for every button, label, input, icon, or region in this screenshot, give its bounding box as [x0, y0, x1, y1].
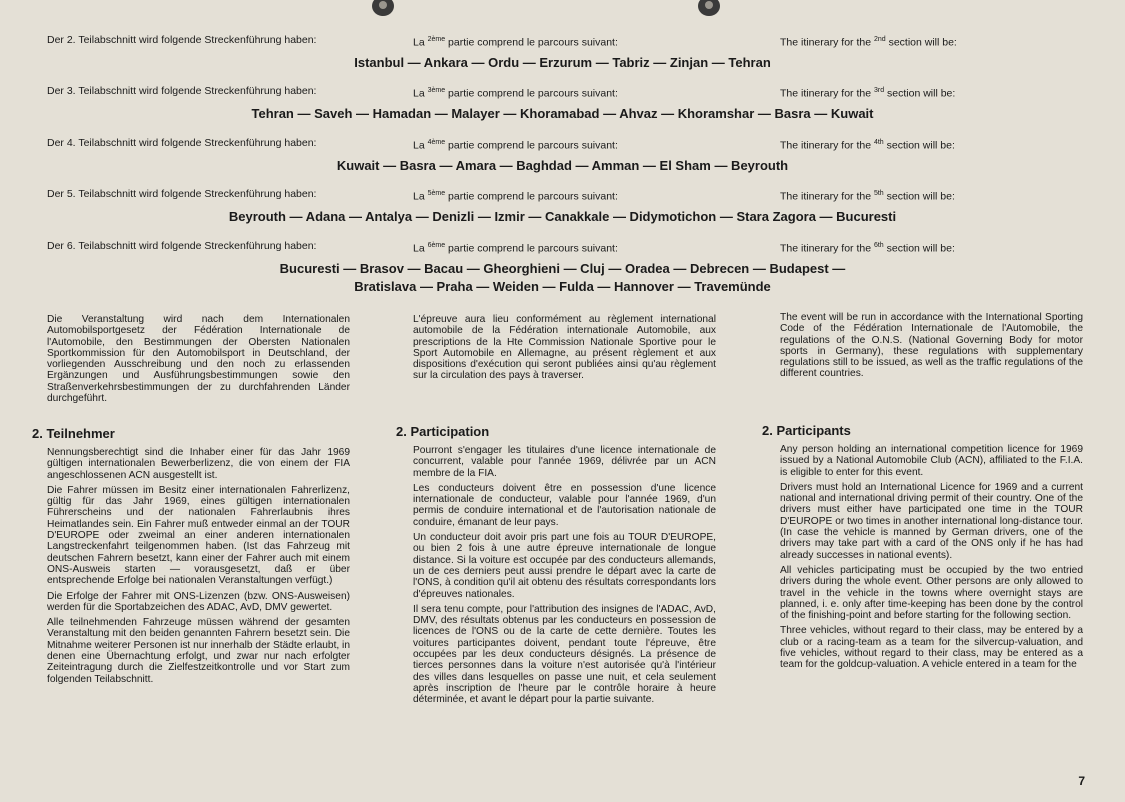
section-de-intro: Der 5. Teilabschnitt wird folgende Streckenführung haben:: [47, 188, 317, 200]
heading-fr: 2. Participation: [396, 424, 490, 439]
section-de-intro: Der 3. Teilabschnitt wird folgende Streckenführung haben:: [47, 85, 317, 97]
body-paragraph: Die Fahrer müssen im Besitz einer internationalen Fahrerlizenz, gültig für das Jahr 1969, eines gültigen internationalen Führerscheins und der nationalen Fahrerlaubnis ihres Heimatlandes sein. Ein Fahrer muß entweder einmal an der TOUR D'EUROPE oder zweimal an einer anderen internationalen Langstreckenfahrt teilgenommen haben. (Ist das Fahrzeug mit deutschen Fahrern besetzt, kann einer der Fahrer auch mit einem ONS-Ausweis starten — vorausgesetzt, daß er über entsprechende Erfolge bei nationalen Veranstaltungen verfügt.): [47, 484, 350, 587]
intro-de: Die Veranstaltung wird nach dem Internationalen Automobilsportgesetz der Fédération Internationale de l'Automobile, den Bestimmungen der Obersten Nationalen Sportkommission für den Automobilsport in Deutschland, der vorliegenden Ausschreibung und den noch zu erlassenden Ergänzungen und Ausführungsbestimmungen sowie den Straßenverkehrsbestimmungen der zu durchfahrenden Länder durchgeführt.: [47, 314, 350, 405]
body-paragraph: Il sera tenu compte, pour l'attribution des insignes de l'ADAC, AvD, DMV, des résultats obtenus par les conducteurs en possession de licences de l'ONS ou de la carte de cette dernière. Toutes les voitures participantes doivent, pendant toute l'épreuve, être occupées par les deux conducteurs désignés. La présence de tierces personnes dans la voiture n'est autorisée qu'à l'intérieur des villes dans lesquelles on passe une nuit, et cela seulement après inscription de l'heure par le contrôle horaire à heure déterminée, et avant le départ pour la partie suivante.: [413, 603, 716, 706]
heading-en: 2. Participants: [762, 423, 851, 438]
section-fr-intro: La $^{3ème}$ partie comprend le parcours suivant:: [413, 87, 618, 100]
heading-de: 2. Teilnehmer: [32, 426, 115, 441]
section-de-intro: Der 2. Teilabschnitt wird folgende Streckenführung haben:: [47, 34, 317, 46]
route-line: Bratislava — Praha — Weiden — Fulda — Hannover — Travemünde: [354, 279, 771, 294]
section-fr-intro: La $^{4ème}$ partie comprend le parcours suivant:: [413, 139, 618, 152]
section-fr-intro: La $^{5ème}$ partie comprend le parcours suivant:: [413, 190, 618, 203]
section-fr-intro: La $^{2ème}$ partie comprend le parcours suivant:: [413, 36, 618, 49]
body-paragraph: Alle teilnehmenden Fahrzeuge müssen während der gesamten Veranstaltung mit den beiden genannten Fahrern besetzt sein. Die Mitnahme weiterer Personen ist nur innerhalb der Städte erlaubt, in denen eine Übernachtung erfolgt, und zwar nur nach erfolgter Zeiteintragung durch die Zielfestzeitkontrolle und vor Start zum folgenden Teilabschnitt.: [47, 617, 350, 685]
route-line: Bucuresti — Brasov — Bacau — Gheorghieni — Cluj — Oradea — Debrecen — Budapest —: [279, 261, 846, 276]
section-en-intro: The itinerary for the $^{2nd}$ section will be:: [780, 36, 957, 49]
body-paragraph: All vehicles participating must be occupied by the two entried drivers during the whole event. Other persons are only allowed to travel in the vehicle in the towns where overnight stays are planned, i. e. only after time-keeping has been done by the control of the finishing-point and before starting for the following section.: [780, 564, 1083, 622]
section-de-intro: Der 4. Teilabschnitt wird folgende Streckenführung haben:: [47, 137, 317, 149]
route-line: Kuwait — Basra — Amara — Baghdad — Amman — El Sham — Beyrouth: [336, 158, 789, 173]
section-en-intro: The itinerary for the $^{3rd}$ section will be:: [780, 87, 956, 100]
body-paragraph: Un conducteur doit avoir pris part une fois au TOUR D'EUROPE, ou bien 2 fois à une autre épreuve internationale de longue distance. Si la voiture est occupée par des conducteurs allemands, un de ces derniers peut aussi prendre le départ avec la carte de l'ONS, à condition qu'il ait obtenu des résultats correspondants lors d'épreuves nationales.: [413, 532, 716, 600]
binder-hole-right: [698, 0, 720, 16]
section-fr-intro: La $^{6ème}$ partie comprend le parcours suivant:: [413, 242, 618, 255]
intro-fr: L'épreuve aura lieu conformément au règlement international automobile de la Fédération internationale Automobile, aux prescriptions de la Hte Commission Nationale Sportive pour le Sport Automobile en Allemagne, au présent règlement et aux dispositions d'exécution qui seront publiées ainsi qu'au règlement sur la circulation des pays à traverser.: [413, 314, 716, 382]
route-line: Istanbul — Ankara — Ordu — Erzurum — Tabriz — Zinjan — Tehran: [354, 55, 771, 70]
body-paragraph: Les conducteurs doivent être en possession d'une licence internationale de conducteur, valable pour l'année 1969, d'un permis de conduire international et de l'autorisation nationale de conduire, émanant de leur pays.: [413, 482, 716, 528]
body-paragraph: Three vehicles, without regard to their class, may be entered by a club or a racing-team as a team for the silvercup-valuation, and five vehicles, without regard to their class, may be entered as a team for the goldcup-valuation. A vehicle entered in a team for the: [780, 625, 1083, 671]
binder-hole-left: [372, 0, 394, 16]
section-en-intro: The itinerary for the $^{6th}$ section will be:: [780, 242, 955, 255]
body-en: [780, 444, 1083, 675]
intro-en: The event will be run in accordance with the International Sporting Code of the Fédération Internationale de l'Automobile, the regulations of the O.N.S. (National Governing Body for motor sports in Germany), these regulations with supplementary regulations still to be issued, as well as the traffic regulations of the different countries.: [780, 312, 1083, 380]
route-line: Tehran — Saveh — Hamadan — Malayer — Khoramabad — Ahvaz — Khoramshar — Basra — Kuwait: [251, 106, 874, 121]
route-line: Beyrouth — Adana — Antalya — Denizli — Izmir — Canakkale — Didymotichon — Stara Zagora — Bucuresti: [228, 209, 897, 224]
body-fr: [413, 445, 716, 710]
body-de: [47, 447, 350, 689]
body-paragraph: Drivers must hold an International Licence for 1969 and a current national and international driving permit of their country. One of the drivers must either have participated one time in the TOUR D'EUROPE or two times in another international long-distance tour. (In case the vehicle is manned by German drivers, one of the drivers may take part with a card of the ONS only if he has had already successes in national events).: [780, 481, 1083, 561]
section-de-intro: Der 6. Teilabschnitt wird folgende Streckenführung haben:: [47, 240, 317, 252]
section-en-intro: The itinerary for the $^{5th}$ section will be:: [780, 190, 955, 203]
body-paragraph: Die Erfolge der Fahrer mit ONS-Lizenzen (bzw. ONS-Ausweisen) werden für die Sportabzeichen des ADAC, AvD, DMV gewertet.: [47, 590, 350, 613]
body-paragraph: Any person holding an international competition licence for 1969 issued by a National Automobile Club (ACN), affiliated to the F.I.A. is eligible to enter for this event.: [780, 444, 1083, 478]
body-paragraph: Pourront s'engager les titulaires d'une licence internationale de concurrent, valable pour l'année 1969, délivrée par un ACN membre de la FIA.: [413, 445, 716, 479]
body-paragraph: Nennungsberechtigt sind die Inhaber einer für das Jahr 1969 gültigen internationalen Bewerberlizenz, die von einem der FIA angeschlossenen ACN ausgestellt ist.: [47, 447, 350, 481]
page-number: 7: [1078, 774, 1085, 788]
section-en-intro: The itinerary for the $^{4th}$ section will be:: [780, 139, 955, 152]
